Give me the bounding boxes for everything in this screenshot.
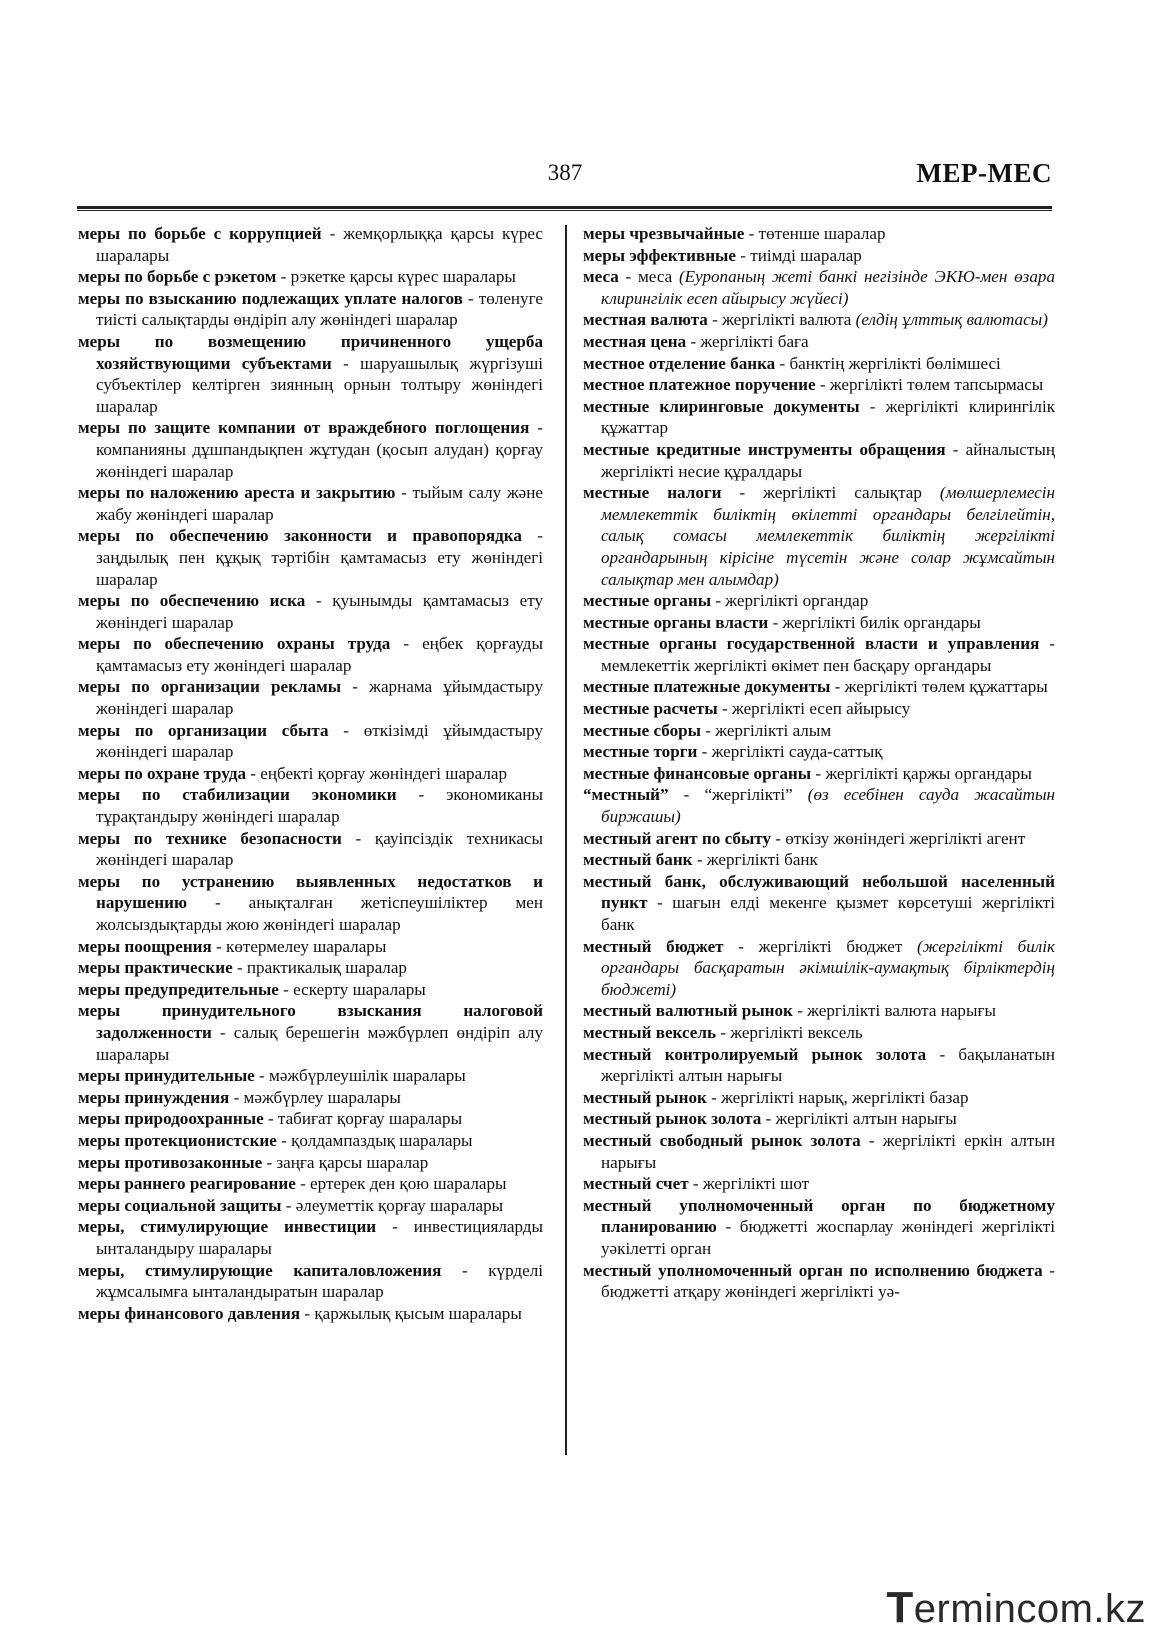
entry-translation: - мәжбүрлеушілік шаралары	[254, 1066, 466, 1086]
dictionary-entry	[78, 525, 543, 590]
dictionary-entry	[583, 1108, 1055, 1130]
entry-translation: - қуынымды қамтамасыз ету жөніндегі шаралар	[96, 591, 543, 632]
dictionary-entry	[583, 439, 1055, 482]
entry-translation: - жергілікті шот	[688, 1174, 810, 1194]
entry-term: меры по взысканию подлежащих уплате налогов	[78, 288, 463, 308]
entry-translation: - анықталған жетіспеушіліктер мен жолсыздықтарды жою жөніндегі шаралар	[96, 893, 543, 934]
entry-translation: - жергілікті валюта	[707, 310, 856, 330]
watermark-text: ermincom.kz	[913, 1587, 1146, 1631]
entry-term: меры, стимулирующие капиталовложения	[78, 1260, 442, 1280]
entry-term: меры по обеспечению иска	[78, 591, 306, 611]
dictionary-entry	[583, 849, 1055, 871]
entry-translation: - тыйым салу және жабу жөніндегі шаралар	[96, 483, 544, 524]
entry-term: местный уполномоченный орган по бюджетному планированию	[583, 1195, 1055, 1237]
dictionary-entry	[78, 1130, 543, 1152]
entry-translation: - жергілікті салықтар	[721, 483, 940, 503]
entry-term: меры по устранению выявленных недостатков и нарушению	[78, 871, 543, 913]
entry-translation: - салық берешегін мәжбүрлеп өндіріп алу шаралары	[96, 1022, 543, 1064]
entry-term: меры по наложению ареста и закрытию	[78, 483, 396, 503]
dictionary-entry	[78, 1087, 543, 1109]
entry-term: местные сборы	[583, 720, 701, 740]
entry-term: меры предупредительные	[78, 979, 279, 999]
entry-translation: - жарнама ұйымдастыру жөніндегі шаралар	[96, 677, 543, 719]
entry-translation: - меса	[618, 267, 679, 287]
dictionary-entry	[583, 396, 1055, 439]
dictionary-entry	[583, 590, 1055, 612]
dictionary-entry	[583, 612, 1055, 634]
dictionary-entry	[78, 957, 543, 979]
dictionary-entry	[78, 784, 543, 827]
dictionary-entry	[583, 633, 1055, 676]
dictionary-entry	[78, 482, 543, 525]
dictionary-entry	[78, 1216, 543, 1259]
header-rule	[77, 206, 1052, 211]
dictionary-entry	[583, 828, 1055, 850]
dictionary-entry	[583, 374, 1055, 396]
dictionary-entry	[78, 871, 543, 936]
dictionary-entry	[78, 828, 543, 871]
entry-translation: - жергілікті валюта нарығы	[792, 1001, 996, 1021]
entry-term: местные клиринговые документы	[583, 396, 860, 416]
entry-term: местная валюта	[583, 310, 708, 330]
dictionary-entry	[583, 1260, 1055, 1303]
dictionary-entry	[583, 1173, 1055, 1195]
entry-term: меры принудительные	[78, 1066, 255, 1086]
entry-translation: - бюджетті атқару жөніндегі жергілікті уә-	[601, 1260, 1055, 1302]
entry-term: меры природоохранные	[78, 1109, 264, 1129]
entry-translation: - жергілікті органдар	[711, 591, 869, 611]
entry-term: меры по борьбе с коррупцией	[78, 224, 322, 243]
entry-term: меры поощрения	[78, 936, 212, 956]
entry-translation: - жергілікті билік органдары	[768, 612, 981, 632]
entry-term: меры практические	[78, 958, 233, 978]
entry-translation: - жергілікті алтын нарығы	[761, 1109, 957, 1129]
entry-translation: - жергілікті еркін алтын нарығы	[601, 1130, 1055, 1172]
entry-translation: - қауіпсіздік техникасы жөніндегі шаралар	[96, 828, 543, 870]
entry-term: меры чрезвычайные	[583, 224, 745, 243]
entry-term: “местный”	[583, 785, 669, 805]
entry-term: местный банк	[583, 850, 693, 870]
entry-translation: - инвестицияларды ынталандыру шаралары	[96, 1217, 543, 1258]
page-number: 387	[547, 160, 583, 185]
entry-translation: - жергілікті төлем құжаттары	[830, 677, 1048, 697]
entry-term: меры по обеспечению охраны труда	[78, 634, 391, 654]
dictionary-entry	[78, 676, 543, 719]
entry-note: (елдің ұлттық валютасы)	[855, 310, 1048, 330]
entry-translation: - практикалық шаралар	[232, 958, 407, 978]
dictionary-entry	[78, 1152, 543, 1174]
dictionary-entry	[583, 698, 1055, 720]
entry-translation: - төтенше шаралар	[744, 224, 886, 243]
column-divider	[565, 225, 567, 1455]
entry-term: меры эффективные	[583, 245, 736, 265]
entry-translation: - тиімді шаралар	[736, 245, 862, 265]
dictionary-entry	[583, 1130, 1055, 1173]
entry-term: меры по технике безопасности	[78, 828, 342, 848]
entry-translation: - қолдампаздық шаралары	[276, 1130, 473, 1150]
dictionary-entry	[78, 763, 543, 785]
entry-translation: - заңға қарсы шаралар	[262, 1152, 429, 1172]
dictionary-entry	[78, 223, 543, 266]
dictionary-entry	[583, 331, 1055, 353]
entry-term: местный рынок золота	[583, 1109, 762, 1129]
dictionary-entry	[78, 1000, 543, 1065]
entry-term: меры по стабилизации экономики	[78, 785, 397, 805]
entry-term: местное отделение банка	[583, 353, 776, 373]
dictionary-entry	[583, 1195, 1055, 1260]
entry-term: местные органы	[583, 591, 712, 611]
entry-translation: - мәжбүрлеу шаралары	[229, 1087, 401, 1107]
entry-term: меры по организации сбыта	[78, 720, 329, 740]
entry-term: меры по защите компании от враждебного поглощения	[78, 418, 530, 438]
dictionary-entry	[583, 741, 1055, 763]
entry-note: (өз есебінен сауда жасайтын биржашы)	[601, 785, 1056, 827]
entry-translation: - жемқорлыққа қарсы күрес шаралары	[96, 224, 543, 265]
entry-translation: - әлеуметтік қорғау шаралары	[281, 1195, 504, 1215]
dictionary-entry	[78, 266, 543, 288]
entry-term: меры по борьбе с рэкетом	[78, 267, 277, 287]
dictionary-entry	[583, 223, 1055, 245]
entry-note: (жергілікті билік органдары басқаратын әкімшілік-аумақтық бірліктердің бюджеті)	[601, 936, 1055, 999]
right-column	[583, 223, 1055, 1303]
entry-translation: - “жергілікті”	[668, 785, 808, 805]
entry-term: местный бюджет	[583, 936, 724, 956]
dictionary-entry	[78, 720, 543, 763]
entry-term: местные органы власти	[583, 612, 769, 632]
entry-term: местный агент по сбыту	[583, 828, 772, 848]
dictionary-entry	[78, 417, 543, 482]
dictionary-entry	[78, 979, 543, 1001]
entry-translation: - жергілікті клирингілік құжаттар	[601, 396, 1055, 438]
dictionary-entry	[583, 871, 1055, 936]
entry-term: меса	[583, 267, 619, 287]
entry-translation: - мемлекеттік жергілікті өкімет пен басқару органдары	[601, 634, 1055, 675]
dictionary-entry	[583, 1044, 1055, 1087]
entry-translation: - банктің жергілікті бөлімшесі	[775, 353, 1001, 373]
entry-term: меры раннего реагирование	[78, 1174, 296, 1194]
dictionary-entry	[583, 936, 1055, 1001]
entry-translation: - жергілікті қаржы органдары	[811, 763, 1032, 783]
dictionary-entry	[583, 784, 1055, 827]
entry-note: (Еуропаның жеті банкі негізінде ЭКЮ-мен өзара клирингілік есеп айырысу жүйесі)	[601, 267, 1055, 308]
dictionary-entry	[78, 590, 543, 633]
entry-translation: - еңбекті қорғау жөніндегі шаралар	[246, 763, 507, 783]
dictionary-entry	[78, 1195, 543, 1217]
entry-term: меры по обеспечению законности и правопорядка	[78, 526, 522, 546]
entry-translation: - ертерек ден қою шаралары	[295, 1174, 507, 1194]
entry-translation: - көтермелеу шаралары	[211, 936, 387, 956]
entry-translation: - рэкетке қарсы күрес шаралары	[276, 267, 516, 287]
dictionary-entry	[583, 676, 1055, 698]
watermark-logo	[886, 1583, 1146, 1633]
entry-translation: - жергілікті есеп айырысу	[717, 699, 911, 719]
entry-translation: - экономиканы тұрақтандыру жөніндегі шаралар	[96, 785, 543, 827]
entry-term: местные налоги	[583, 483, 722, 503]
dictionary-entry	[78, 1303, 543, 1325]
entry-translation: - қаржылық қысым шаралары	[300, 1303, 522, 1323]
dictionary-entry	[583, 482, 1055, 590]
left-column	[78, 223, 543, 1324]
entry-translation: - жергілікті вексель	[716, 1022, 863, 1042]
dictionary-entry	[583, 245, 1055, 267]
entry-term: меры противозаконные	[78, 1152, 263, 1172]
entry-term: местный свободный рынок золота	[583, 1130, 861, 1150]
entry-term: местный уполномоченный орган по исполнению бюджета	[583, 1260, 1043, 1280]
entry-term: местные расчеты	[583, 699, 718, 719]
dictionary-entry	[78, 633, 543, 676]
dictionary-entry	[583, 763, 1055, 785]
dictionary-entry	[78, 331, 543, 417]
entry-translation: - жергілікті төлем тапсырмасы	[815, 375, 1044, 395]
entry-term: местный контролируемый рынок золота	[583, 1044, 927, 1064]
dictionary-entry	[78, 936, 543, 958]
entry-translation: - өткізу жөніндегі жергілікті агент	[771, 828, 1026, 848]
entry-term: местные платежные документы	[583, 677, 831, 697]
dictionary-entry	[78, 1173, 543, 1195]
entry-translation: - шағын елді мекенге қызмет көрсетуші жергілікті банк	[601, 893, 1055, 934]
entry-translation: - жергілікті алым	[701, 720, 832, 740]
entry-term: меры принудительного взыскания налоговой задолженности	[78, 1001, 543, 1042]
entry-translation: - ескерту шаралары	[278, 979, 426, 999]
dictionary-entry	[78, 1260, 543, 1303]
entry-translation: - заңдылық пен құқық тәртібін қамтамасыз ету жөніндегі шаралар	[96, 526, 543, 589]
entry-term: местные кредитные инструменты обращения	[583, 439, 946, 459]
entry-translation: - өткізімді ұйымдастыру жөніндегі шаралар	[96, 720, 543, 762]
entry-term: меры финансового давления	[78, 1303, 301, 1323]
entry-term: местный банк, обслуживающий небольшой населенный пункт	[583, 871, 1055, 913]
dictionary-entry	[78, 1108, 543, 1130]
entry-translation: - еңбек қорғауды қамтамасыз ету жөніндегі шаралар	[96, 634, 543, 675]
entry-term: местный валютный рынок	[583, 1001, 793, 1021]
running-head: МЕР-МЕС	[916, 158, 1052, 188]
watermark-logo-letter: T	[886, 1583, 914, 1632]
dictionary-entry	[583, 1022, 1055, 1044]
dictionary-entry	[78, 288, 543, 331]
entry-term: местный вексель	[583, 1022, 716, 1042]
entry-term: местный рынок	[583, 1087, 707, 1107]
entry-translation: - жергілікті сауда-саттық	[697, 742, 883, 762]
entry-translation: - төленуге тиісті салықтарды өндіріп алу жөніндегі шаралар	[96, 288, 543, 330]
entry-translation: - айналыстың жергілікті несие құралдары	[601, 439, 1055, 481]
entry-term: меры принуждения	[78, 1087, 230, 1107]
entry-term: меры, стимулирующие инвестиции	[78, 1217, 377, 1237]
entry-term: местное платежное поручение	[583, 375, 816, 395]
entry-translation: - жергілікті банк	[692, 850, 818, 870]
entry-translation: - бюджетті жоспарлау жөніндегі жергілікті уәкілетті орган	[601, 1217, 1055, 1258]
entry-term: меры по охране труда	[78, 763, 247, 783]
entry-translation: - шаруашылық жүргізуші субъектілер келтірген зиянның орнын толтыру жөніндегі шаралар	[96, 353, 543, 416]
entry-translation: - компанияны дұшпандықпен жұтудан (қосып алудан) қорғау жөніндегі шаралар	[96, 418, 543, 481]
dictionary-entry	[583, 309, 1055, 331]
entry-note: (мөлшерлемесін мемлекеттік биліктің өкілетті органдары белгілейтін, салық сомасы мемлекеттік биліктің жергілікті органдарының кірісіне түсетін және солар жұмсайтын салықтар мен алымдар)	[601, 483, 1055, 589]
entry-term: меры по организации рекламы	[78, 677, 342, 697]
dictionary-entry	[78, 1065, 543, 1087]
entry-translation: - күрделі жұмсалымға ынталандыратын шаралар	[96, 1260, 543, 1302]
entry-term: меры по возмещению причиненного ущерба хозяйствующими субъектами	[78, 331, 543, 373]
dictionary-entry	[583, 353, 1055, 375]
entry-translation: - жергілікті бюджет	[723, 936, 917, 956]
dictionary-entry	[583, 1000, 1055, 1022]
entry-term: местные финансовые органы	[583, 763, 812, 783]
entry-term: местные органы государственной власти и управления	[583, 634, 1040, 654]
entry-translation: - жергілікті баға	[686, 331, 809, 351]
entry-term: меры социальной защиты	[78, 1195, 282, 1215]
entry-translation: - табиғат қорғау шаралары	[263, 1109, 463, 1129]
entry-translation: - бақыланатын жергілікті алтын нарығы	[601, 1044, 1055, 1086]
entry-term: местные торги	[583, 742, 698, 762]
entry-translation: - жергілікті нарық, жергілікті базар	[706, 1087, 969, 1107]
entry-term: меры протекционистские	[78, 1130, 277, 1150]
entry-term: местная цена	[583, 331, 687, 351]
dictionary-entry	[583, 1087, 1055, 1109]
entry-term: местный счет	[583, 1174, 689, 1194]
dictionary-entry	[583, 266, 1055, 309]
dictionary-entry	[583, 720, 1055, 742]
